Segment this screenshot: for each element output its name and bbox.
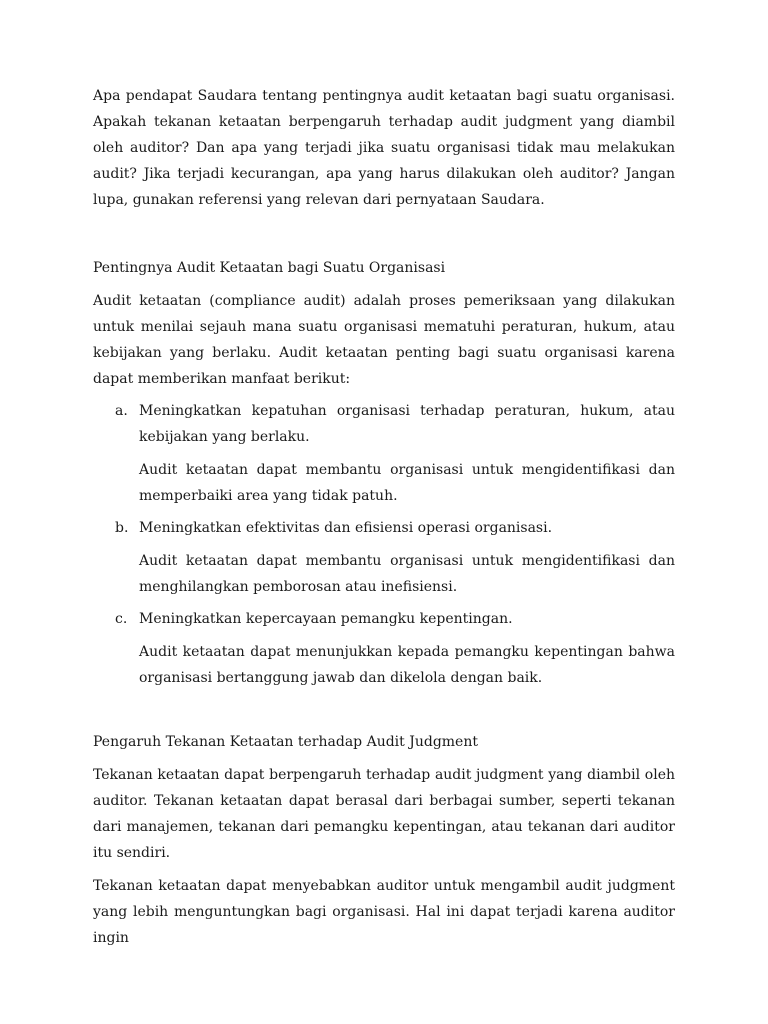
list-item-title: Meningkatkan efektivitas dan efisiensi operasi organisasi. xyxy=(139,520,553,536)
list-item xyxy=(93,515,675,600)
list-item-detail: Audit ketaatan dapat menunjukkan kepada pemangku kepentingan bahwa organisasi bertanggung jawab dan dikelola dengan baik. xyxy=(139,644,675,686)
list-item xyxy=(93,606,675,691)
list-marker: b. xyxy=(115,520,129,536)
section-paragraph-pressure-2: Tekanan ketaatan dapat menyebabkan auditor untuk mengambil audit judgment yang lebih menguntungkan bagi organisasi. Hal ini dapat terjadi karena auditor ingin xyxy=(93,878,675,946)
list-item-title: Meningkatkan kepatuhan organisasi terhadap peraturan, hukum, atau kebijakan yang berlaku. xyxy=(139,403,675,445)
document-page xyxy=(93,83,675,951)
section-heading-pressure: Pengaruh Tekanan Ketaatan terhadap Audit Judgment xyxy=(93,734,478,750)
section-paragraph-importance: Audit ketaatan (compliance audit) adalah proses pemeriksaan yang dilakukan untuk menilai sejauh mana suatu organisasi mematuhi peraturan, hukum, atau kebijakan yang berlaku. Audit ketaatan penting bagi suatu organisasi karena dapat memberikan manfaat berikut: xyxy=(93,293,675,387)
list-item-detail: Audit ketaatan dapat membantu organisasi untuk mengidentifikasi dan memperbaiki area yang tidak patuh. xyxy=(139,462,675,504)
list-item xyxy=(93,398,675,509)
list-marker: c. xyxy=(115,611,128,627)
intro-paragraph: Apa pendapat Saudara tentang pentingnya audit ketaatan bagi suatu organisasi. Apakah tekanan ketaatan berpengaruh terhadap audit judgment yang diambil oleh auditor? Dan apa yang terjadi jika suatu organisasi tidak mau melakukan audit? Jika terjadi kecurangan, apa yang harus dilakukan oleh auditor? Jangan lupa, gunakan referensi yang relevan dari pernyataan Saudara. xyxy=(93,88,675,208)
section-paragraph-pressure-1: Tekanan ketaatan dapat berpengaruh terhadap audit judgment yang diambil oleh auditor. Tekanan ketaatan dapat berasal dari berbagai sumber, seperti tekanan dari manajemen, tekanan dari pemangku kepentingan, atau tekanan dari auditor itu sendiri. xyxy=(93,767,675,861)
benefits-list xyxy=(93,398,675,691)
list-item-detail: Audit ketaatan dapat membantu organisasi untuk mengidentifikasi dan menghilangkan pemborosan atau inefisiensi. xyxy=(139,553,675,595)
list-item-title: Meningkatkan kepercayaan pemangku kepentingan. xyxy=(139,611,513,627)
section-heading-importance: Pentingnya Audit Ketaatan bagi Suatu Organisasi xyxy=(93,260,446,276)
list-marker: a. xyxy=(115,403,128,419)
